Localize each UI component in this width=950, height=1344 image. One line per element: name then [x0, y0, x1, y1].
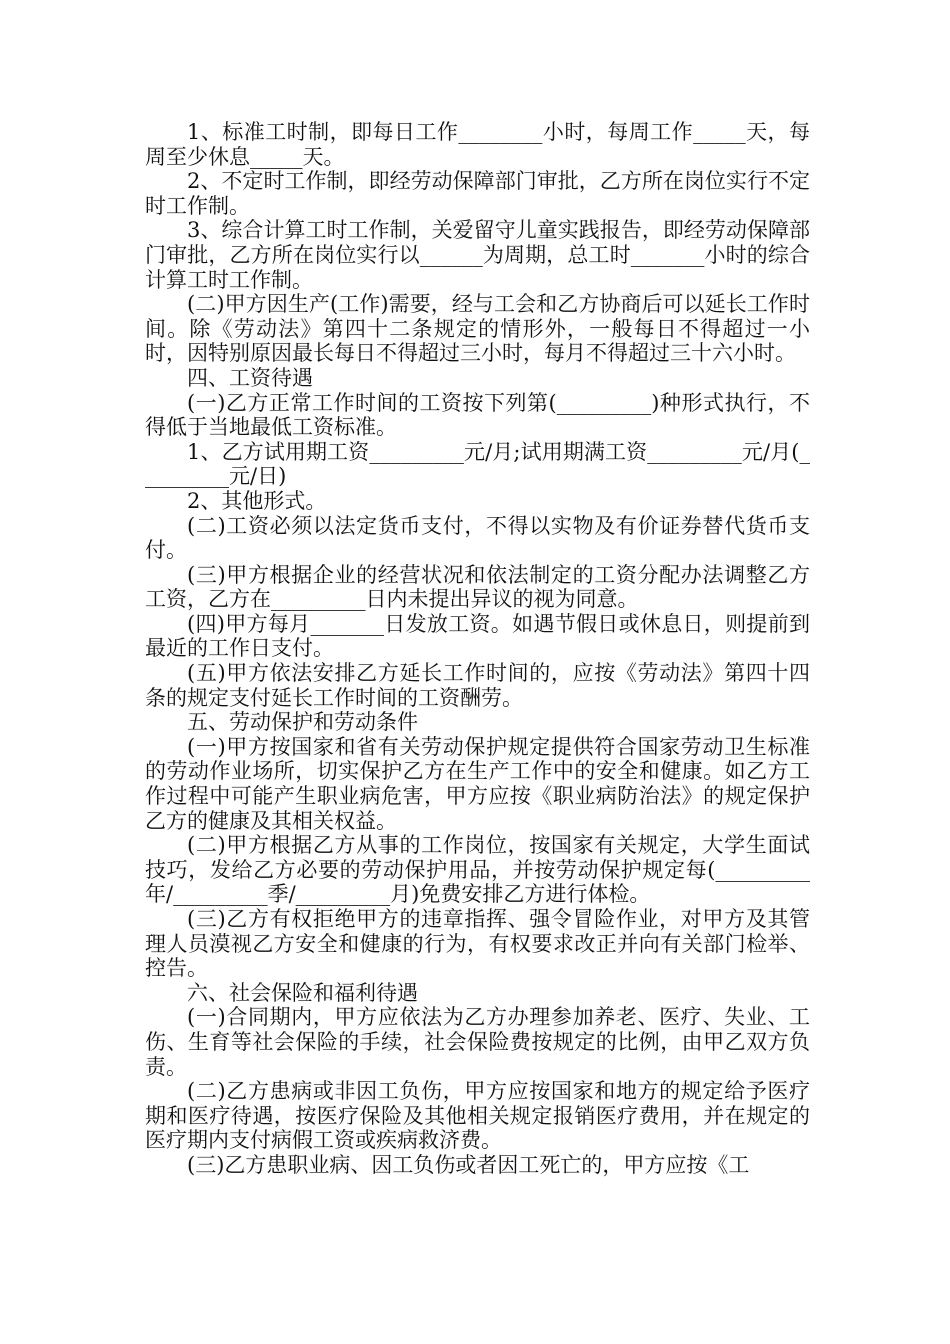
paragraph-comprehensive-hours: 3、综合计算工时工作制，关爱留守儿童实践报告，即经劳动保障部门审批，乙方所在岗位实行以______为周期，总工时_______小时的综合计算工时工作制。 — [145, 218, 810, 292]
paragraph-wage-adjustment: (三)甲方根据企业的经营状况和依法制定的工资分配办法调整乙方工资，乙方在_________日内未提出异议的视为同意。 — [145, 562, 810, 612]
paragraph-pay-date: (四)甲方每月_______日发放工资。如遇节假日或休息日，则提前到最近的工作日支付。 — [145, 611, 810, 661]
section-heading-labor-protection: 五、劳动保护和劳动条件 — [187, 710, 418, 735]
paragraph-social-insurance: (一)合同期内，甲方应依法为乙方办理参加养老、医疗、失业、工伤、生育等社会保险的手续，社会保险费按规定的比例，由甲乙双方负责。 — [145, 1005, 810, 1079]
paragraph-workplace-safety: (一)甲方按国家和省有关劳动保护规定提供符合国家劳动卫生标准的劳动作业场所，切实保护乙方在生产工作中的安全和健康。如乙方工作过程中可能产生职业病危害，甲方应按《职业病防治法》的规定保护乙方的健康及其相关权益。 — [145, 734, 810, 833]
paragraph-occupational-injury: (三)乙方患职业病、因工负伤或者因工死亡的，甲方应按《工 — [187, 1152, 750, 1177]
document-body — [145, 120, 810, 1178]
paragraph-probation-wage: 1、乙方试用期工资_________元/月;试用期满工资_________元/月(_________元/日) — [145, 439, 810, 489]
section-heading-social-insurance: 六、社会保险和福利待遇 — [187, 980, 418, 1005]
paragraph-currency-payment: (二)工资必须以法定货币支付，不得以实物及有价证券替代货币支付。 — [145, 513, 810, 563]
paragraph-refuse-unsafe-orders: (三)乙方有权拒绝甲方的违章指挥、强令冒险作业，对甲方及其管理人员漠视乙方安全和健康的行为，有权要求改正并向有关部门检举、控告。 — [145, 907, 810, 981]
paragraph-other-form: 2、其他形式。 — [187, 488, 327, 513]
paragraph-overtime: (二)甲方因生产(工作)需要，经与工会和乙方协商后可以延长工作时间。除《劳动法》第四十二条规定的情形外，一般每日不得超过一小时，因特别原因最长每日不得超过三小时，每月不得超过三十六小时。 — [145, 292, 810, 366]
paragraph-protective-equipment: (二)甲方根据乙方从事的工作岗位，按国家有关规定，大学生面试技巧，发给乙方必要的劳动保护用品，并按劳动保护规定每(_________年/_________季/_________月)免费安排乙方进行体检。 — [145, 833, 810, 907]
section-heading-wages: 四、工资待遇 — [187, 365, 313, 390]
paragraph-flexible-hours: 2、不定时工作制，即经劳动保障部门审批，乙方所在岗位实行不定时工作制。 — [145, 169, 810, 218]
paragraph-overtime-pay: (五)甲方依法安排乙方延长工作时间的，应按《劳动法》第四十四条的规定支付延长工作时间的工资酬劳。 — [145, 661, 810, 710]
paragraph-sick-leave: (二)乙方患病或非因工负伤，甲方应按国家和地方的规定给予医疗期和医疗待遇，按医疗保险及其他相关规定报销医疗费用，并在规定的医疗期内支付病假工资或疾病救济费。 — [145, 1079, 810, 1153]
paragraph-wage-form: (一)乙方正常工作时间的工资按下列第(_________)种形式执行，不得低于当地最低工资标准。 — [145, 390, 810, 440]
paragraph-standard-hours: 1、标准工时制，即每日工作________小时，每周工作_____天，每周至少休息_____天。 — [145, 120, 810, 169]
